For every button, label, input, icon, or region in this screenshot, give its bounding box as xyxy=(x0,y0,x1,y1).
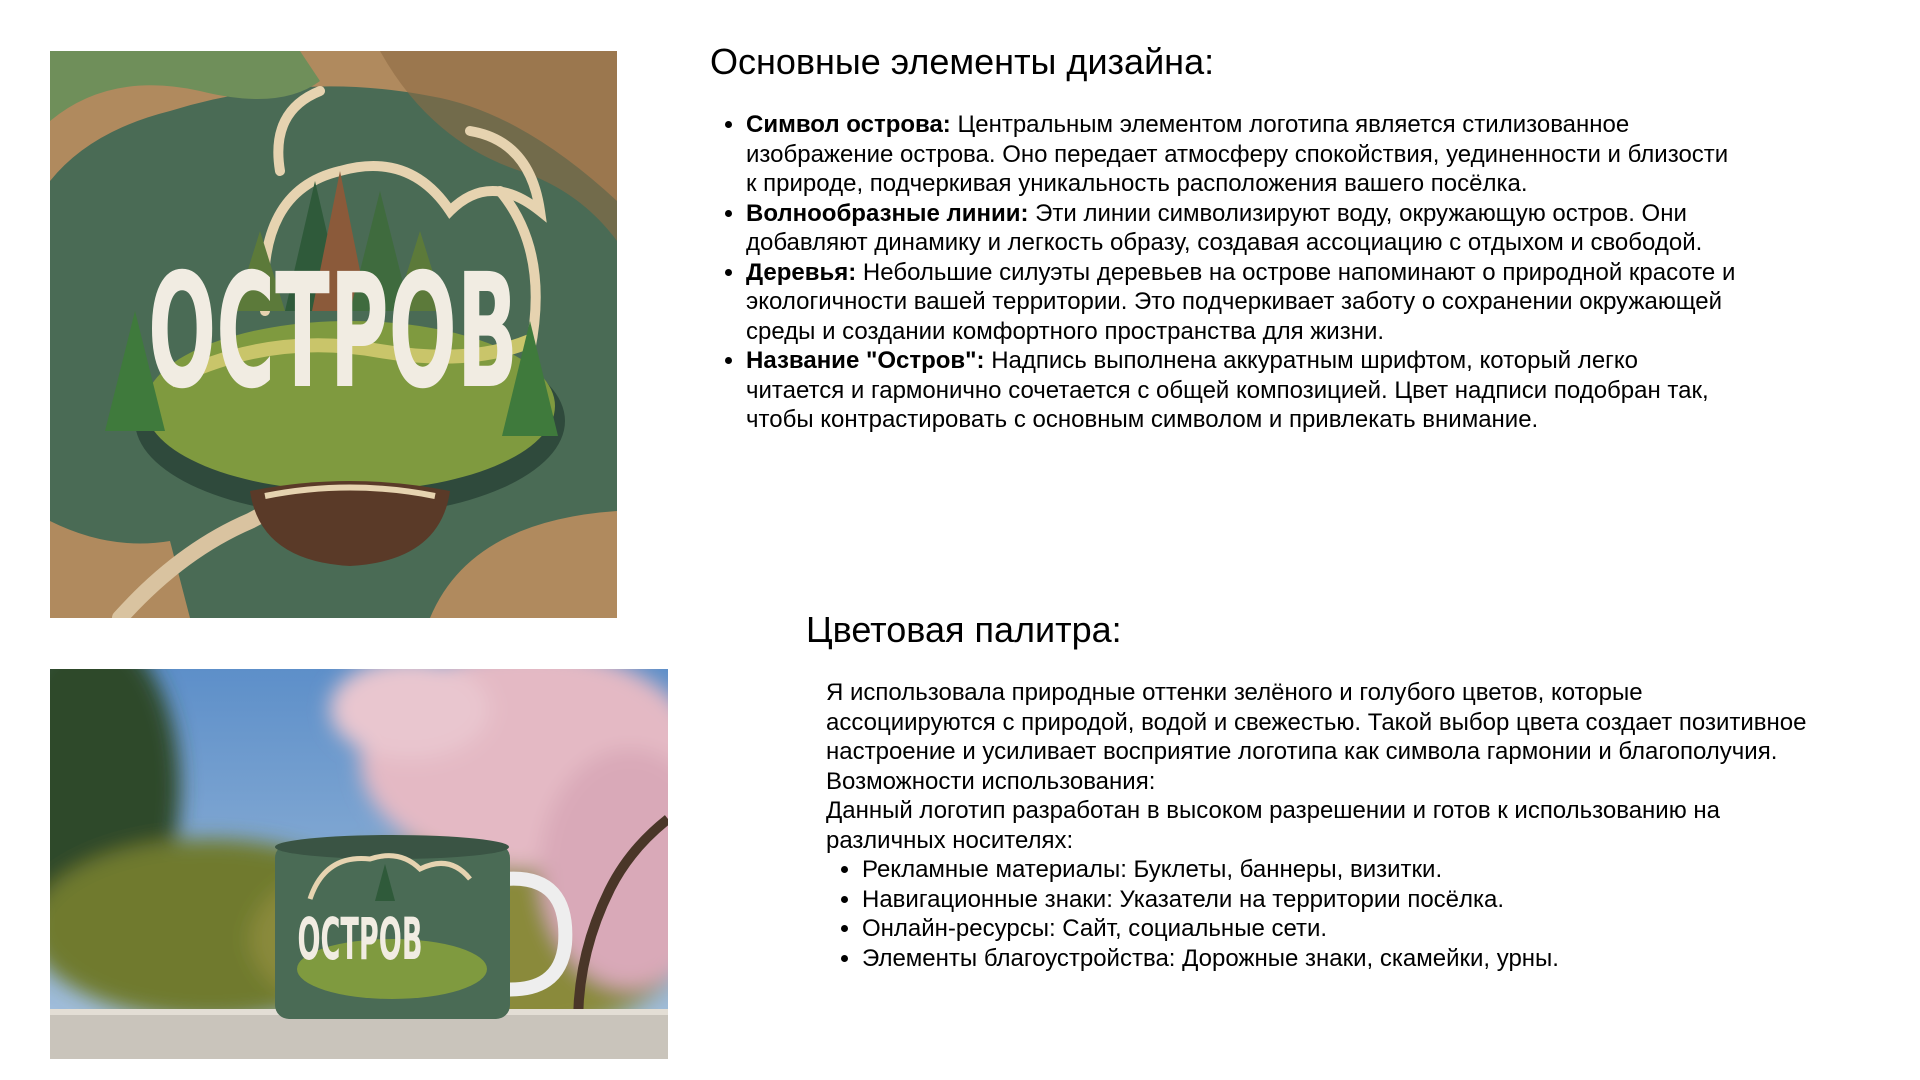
design-item-island-symbol xyxy=(746,110,1736,199)
design-item-term: Символ острова: xyxy=(746,111,951,138)
design-item-wave-lines xyxy=(746,199,1736,258)
use-item-ads: • Рекламные материалы: Буклеты, баннеры, визитки. xyxy=(862,855,1816,885)
mug-photo-illustration xyxy=(50,669,668,1059)
logo-image xyxy=(50,51,617,618)
ostrov-logo-illustration xyxy=(50,51,617,618)
design-item-term: Волнообразные линии: xyxy=(746,199,1029,227)
use-item-online: • Онлайн-ресурсы: Сайт, социальные сети. xyxy=(862,914,1816,944)
color-palette-section xyxy=(826,678,1816,973)
mug-wordmark: ОСТРОВ xyxy=(297,905,423,973)
design-item-text: Эти линии символизируют воду, окружающую остров. Они добавляют динамику и легкость образу, создавая ассоциацию с отдыхом и свободой. xyxy=(746,199,1703,256)
use-item-landscaping: • Элементы благоустройства: Дорожные знаки, скамейки, урны. xyxy=(862,944,1816,974)
design-item-text: Надпись выполнена аккуратным шрифтом, который легко читается и гармонично сочетается с общей композицией. Цвет надписи подобран так, чтобы контрастировать с основным символом и привлекать внимание. xyxy=(746,347,1709,433)
mug-mockup-photo xyxy=(50,669,668,1059)
color-palette-heading: Цветовая палитра: xyxy=(806,609,1122,650)
design-item-name xyxy=(746,346,1736,435)
design-item-term: Деревья: xyxy=(746,258,857,286)
uses-list xyxy=(826,855,1816,973)
uses-intro: Данный логотип разработан в высоком разрешении и готов к использованию на различных носителях: xyxy=(826,797,1720,854)
design-item-term: Название "Остров": xyxy=(746,347,985,374)
logo-wordmark: ОСТРОВ xyxy=(148,240,518,424)
use-item-navigation: • Навигационные знаки: Указатели на территории посёлка. xyxy=(862,885,1816,915)
table-surface xyxy=(50,1014,668,1059)
design-elements-heading: Основные элементы дизайна: xyxy=(710,41,1215,82)
design-item-text: Небольшие силуэты деревьев на острове напоминают о природной красоте и экологичности вашей территории. Это подчеркивает заботу о сохранении окружающей среды и создании комфортного пространства для жизни. xyxy=(746,258,1736,345)
palette-description: Я использовала природные оттенки зелёного и голубого цветов, которые ассоциируются с природой, водой и свежестью. Такой выбор цвета создает позитивное настроение и усиливает восприятие логотипа как символа гармонии и благополучия. xyxy=(826,679,1807,765)
design-item-text: Центральным элементом логотипа является стилизованное изображение острова. Оно передает атмосферу спокойствия, уединенности и близости к природе, подчеркивая уникальность расположения вашего посёлка. xyxy=(746,111,1729,197)
uses-heading: Возможности использования: xyxy=(826,767,1156,795)
design-item-trees xyxy=(746,258,1736,347)
design-elements-list xyxy=(710,110,1736,435)
